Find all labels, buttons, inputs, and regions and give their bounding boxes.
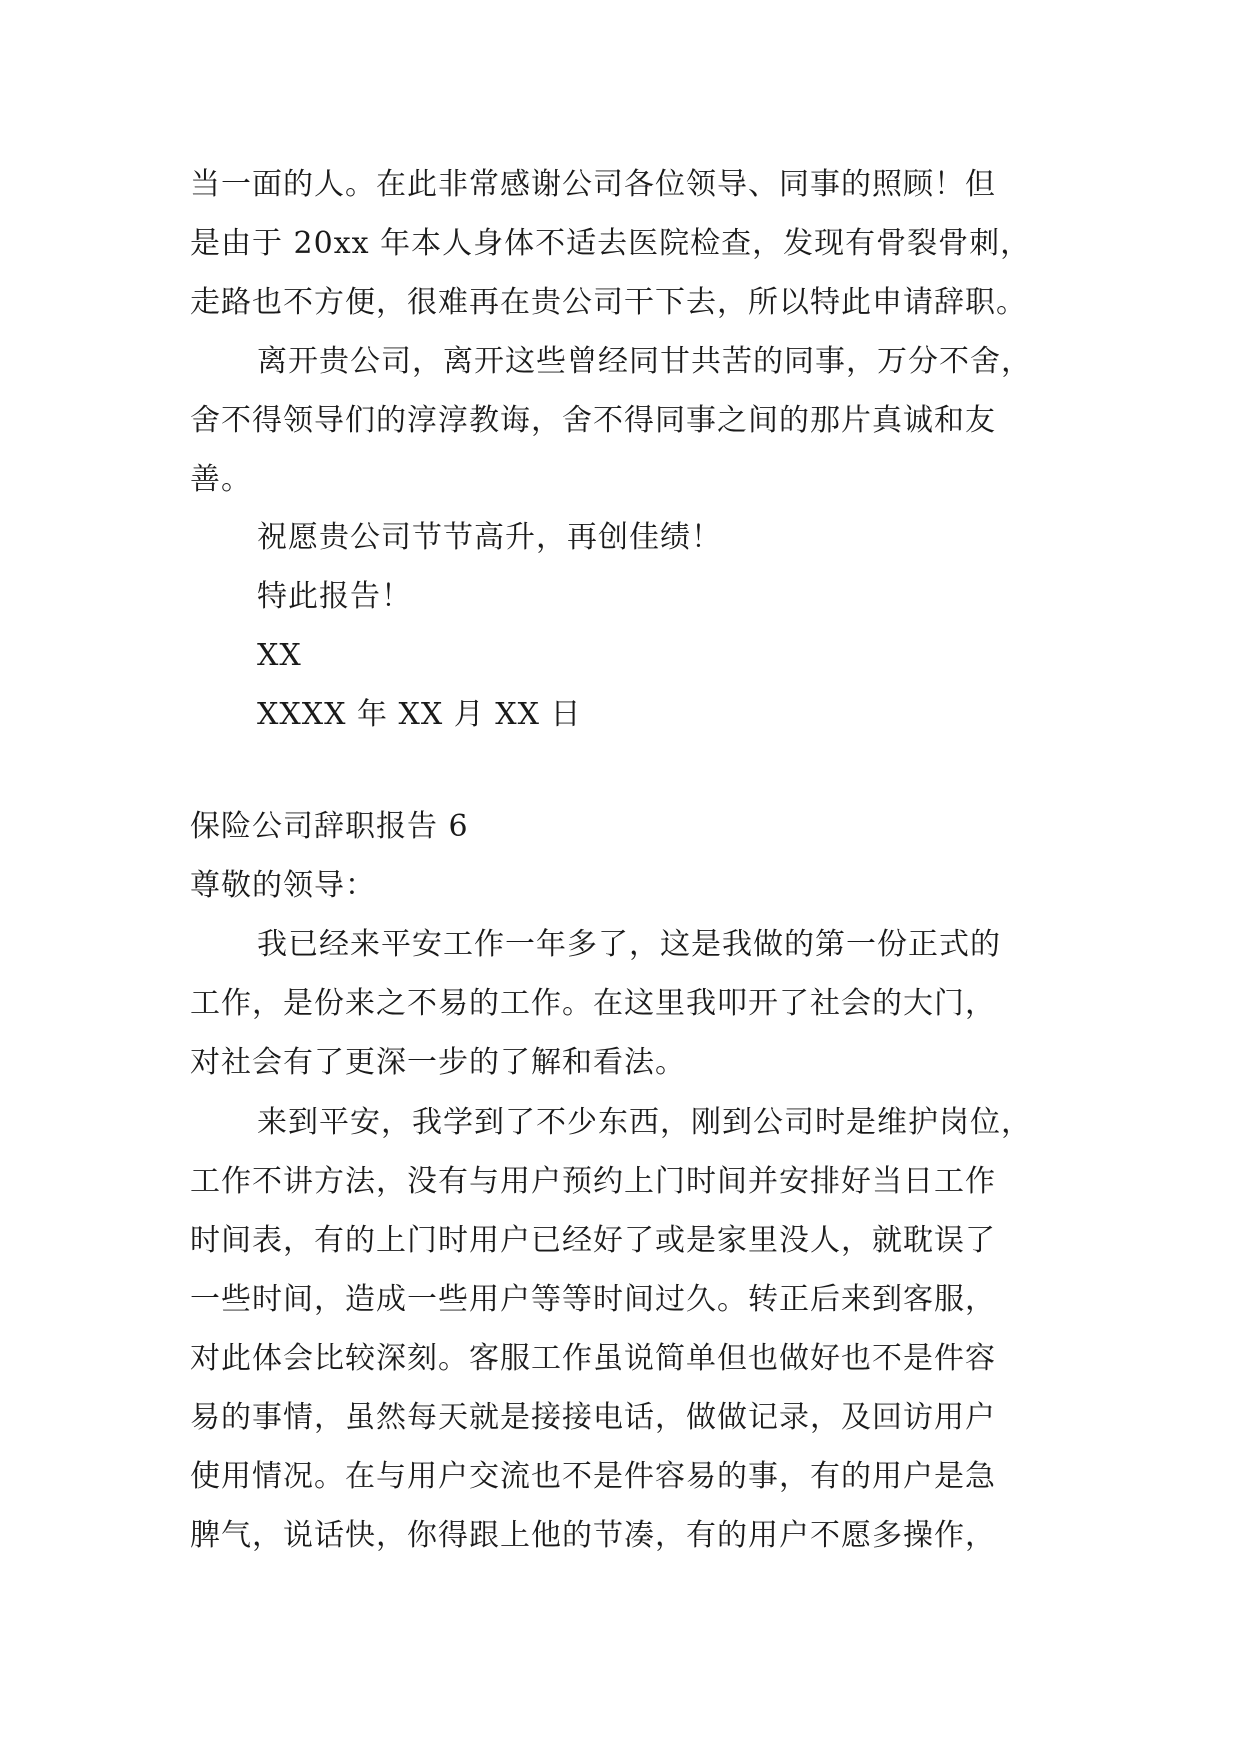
paragraph-line: 工作不讲方法，没有与用户预约上门时间并安排好当日工作 (190, 1164, 996, 1199)
paragraph-line: 舍不得领导们的淳淳教诲，舍不得同事之间的那片真诚和友 (190, 403, 996, 438)
signature-date: XXXX 年 XX 月 XX 日 (257, 697, 582, 732)
paragraph-line: 当一面的人。在此非常感谢公司各位领导、同事的照顾！但 (190, 167, 996, 202)
paragraph-line: 工作，是份来之不易的工作。在这里我叩开了社会的大门， (190, 986, 996, 1021)
paragraph-line: 来到平安，我学到了不少东西，刚到公司时是维护岗位， (257, 1105, 1032, 1140)
paragraph-line: 易的事情，虽然每天就是接接电话，做做记录，及回访用户 (190, 1400, 996, 1435)
paragraph-line: 一些时间，造成一些用户等等时间过久。转正后来到客服， (190, 1282, 996, 1317)
closing-wish: 祝愿贵公司节节高升，再创佳绩！ (257, 520, 722, 555)
paragraph-line: 离开贵公司，离开这些曾经同甘共苦的同事，万分不舍， (257, 344, 1032, 379)
paragraph-line: 是由于 20xx 年本人身体不适去医院检查，发现有骨裂骨刺， (190, 226, 1032, 261)
paragraph-line: 时间表，有的上门时用户已经好了或是家里没人，就耽误了 (190, 1223, 996, 1258)
section-title: 保险公司辞职报告 6 (190, 809, 469, 844)
paragraph-line: 脾气，说话快，你得跟上他的节凑，有的用户不愿多操作， (190, 1518, 996, 1553)
paragraph-line: 走路也不方便，很难再在贵公司干下去，所以特此申请辞职。 (190, 285, 1027, 320)
paragraph-line: 善。 (190, 462, 252, 497)
salutation: 尊敬的领导： (190, 868, 376, 903)
closing-report: 特此报告！ (257, 579, 412, 614)
paragraph-line: 对社会有了更深一步的了解和看法。 (190, 1045, 686, 1080)
paragraph-line: 使用情况。在与用户交流也不是件容易的事，有的用户是急 (190, 1459, 996, 1494)
paragraph-line: 我已经来平安工作一年多了，这是我做的第一份正式的 (257, 927, 1001, 962)
signature: XX (257, 638, 302, 673)
paragraph-line: 对此体会比较深刻。客服工作虽说简单但也做好也不是件容 (190, 1341, 996, 1376)
